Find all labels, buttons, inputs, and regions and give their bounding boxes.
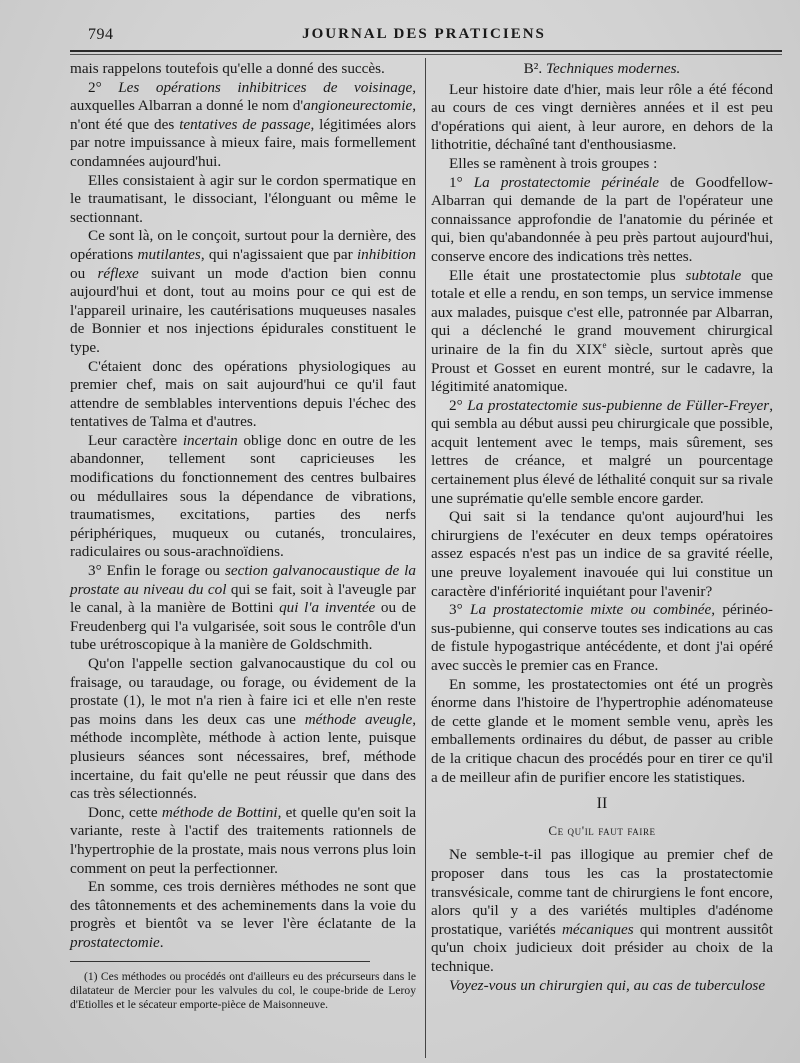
paragraph: mais rappelons toutefois qu'elle a donné des succès. [70, 60, 385, 77]
paragraph: Elle était une prostatectomie plus subtotale que totale et elle a rendu, en son temps, un service immense aux malades, puisque c'est elle, patronnée par Albarran, qui a déclenché le grand mouvement chirurgical urinaire de la fin du XIXe siècle, surtout après que Proust et Gosset en eurent montré, sur le cadavre, la légitimité anatomique. [431, 266, 774, 396]
paragraph: Elles consistaient à agir sur le cordon spermatique en le traumatisant, le dissociant, l'élonguant ou même le sectionnant. [70, 171, 416, 226]
paragraph: Donc, cette méthode de Bottini, et quelle qu'en soit la variante, reste à l'actif des traitements rationnels de l'hypertrophie de la prostate, mais nous verrons plus loin comment on peut la perfectionner. [70, 803, 416, 877]
paragraph: Leur caractère incertain oblige donc en outre de les abandonner, tellement sont capricieuses les modifications du fonctionnement des centres bulbaires ou médullaires sous la dépendance de vibrations, traumatismes, excitations, parties des nerfs périphériques, muqueux ou cutanés, tronculaires, radiculaires ou sous-arachnoïdiens. [70, 431, 417, 561]
footnote-rule [70, 961, 370, 962]
subsection-heading: B². Techniques modernes. [523, 60, 681, 77]
paragraph: Elles se ramènent à trois groupes : [449, 154, 658, 172]
paragraph: 2° Les opérations inhibitrices de voisinage, auxquelles Albarran a donné le nom d'angioneurectomie, n'ont été que des tentatives de passage, légitimées alors par notre impuissance à mieux faire, mais formellement condamnées aujourd'hui. [70, 78, 416, 170]
paragraph: 2° La prostatectomie sus-pubienne de Füller-Freyer, qui sembla au début aussi peu chirurgicale que possible, acquit lentement avec le temps, mais sûrement, ses lettres de créance, et malgré un pourcentage certainement plus élevé de léthalité conquit sur sa rivale une suprématie qu'elle semble encore garder. [431, 396, 773, 507]
section-number: II [596, 795, 608, 813]
paragraph: Voyez-vous un chirurgien qui, au cas de tuberculose [449, 976, 766, 994]
header-rule-thin [70, 54, 782, 55]
left-column [70, 60, 416, 1013]
journal-title: JOURNAL DES PRATICIENS [302, 26, 546, 42]
paragraph: 1° La prostatectomie périnéale de Goodfellow-Albarran qui demande de la part de l'opérateur une connaissance approfondie de l'anatomie du périnée et qui, bien qu'abandonnée à peu près partout aujourd'hui, conserve encore des indications très nettes. [431, 173, 773, 265]
paragraph: 3° La prostatectomie mixte ou combinée, périnéo-sus-pubienne, qui conserve toutes ses indications au cas de fistule hypogastrique antécédente, et dont j'ai opéré avec succès le premier cas en France. [431, 601, 773, 674]
footnote: (1) Ces méthodes ou procédés ont d'ailleurs eu des précurseurs dans le dilatateur de Mercier pour les valvules du col, le coupe-bride de Leroy d'Etiolles et le sécateur emporte-pièce de Maisonneuve. [70, 969, 416, 1012]
paragraph: Qu'on l'appelle section galvanocaustique du col ou fraisage, ou taraudage, ou forage, ou évidement de la prostate (1), le mot n'a rien à faire ici et elle n'en reste pas moins dans les deux cas une méthode aveugle, méthode incomplète, méthode à action lente, puisque plusieurs séances sont nécessaires, bref, méthode incertaine, du fait qu'elle ne peut réussir que dans des cas très sélectionnés. [70, 655, 416, 803]
paragraph: C'étaient donc des opérations physiologiques au premier chef, mais on sait aujourd'hui ce qu'il faut attendre de semblables interventions depuis l'échec des tentatives de Talma et d'autres. [70, 357, 416, 431]
page-number: 794 [88, 26, 114, 43]
paragraph: En somme, ces trois dernières méthodes ne sont que des tâtonnements et des acheminements dans la voie du progrès et bientôt va se lever l'ère éclatante de la prostatectomie. [70, 878, 416, 951]
paragraph: En somme, les prostatectomies ont été un progrès énorme dans l'histoire de l'hypertrophie adénomateuse de cette glande et le moment semble venu, après les emballements ordinaires du début, de passer au crible de la critique chacun des procédés pour en tirer ce qu'il a de meilleur afin de purifier encore les statistiques. [431, 675, 773, 786]
paragraph: Qui sait si la tendance qu'ont aujourd'hui les chirurgiens de l'exécuter en deux temps opératoires assez espacés n'est pas un indice de sa gravité réelle, une preuve loyalement inavouée qui lui constitue un caractère d'infériorité inquiétant pour l'avenir? [431, 508, 773, 600]
header-rule [70, 50, 782, 52]
paragraph: Ce sont là, on le conçoit, surtout pour la dernière, des opérations mutilantes, qui n'agissaient que par inhibition ou réflexe suivant un mode d'action bien connu aujourd'hui et dont, tout au moins pour ce qui est de l'appareil urinaire, les cautérisations muqueuses nasales de Bonnier et nos injections épidurales constituent le type. [70, 227, 417, 356]
paragraph: Leur histoire date d'hier, mais leur rôle a été fécond au cours de ces vingt dernières années et il est peu d'opérations qui aient, à leur aurore, en dehors de la lithotritie, déchaîné tant d'enthousiasme. [431, 80, 773, 154]
paragraph: Ne semble-t-il pas illogique au premier chef de proposer dans tous les cas la prostatectomie transvésicale, comme tant de chirurgiens le font encore, alors qu'il y a des variétés multiples d'adénome prostatique, variétés mécaniques qui montrent aussitôt qu'un choix judicieux doit présider au choix de la technique. [431, 846, 773, 975]
column-divider [425, 58, 426, 1058]
right-column [431, 60, 773, 995]
paragraph: 3° Enfin le forage ou section galvanocaustique de la prostate au niveau du col qui se fait, soit à l'aveugle par le canal, à la manière de Bottini qui l'a inventée ou de Freudenberg qui l'a vulgarisée, soit sous le contrôle d'un tube urétroscopique à la manière de Goldschmith. [70, 562, 417, 654]
page-header [70, 24, 778, 48]
section-title: Ce qu'il faut faire [548, 822, 656, 838]
